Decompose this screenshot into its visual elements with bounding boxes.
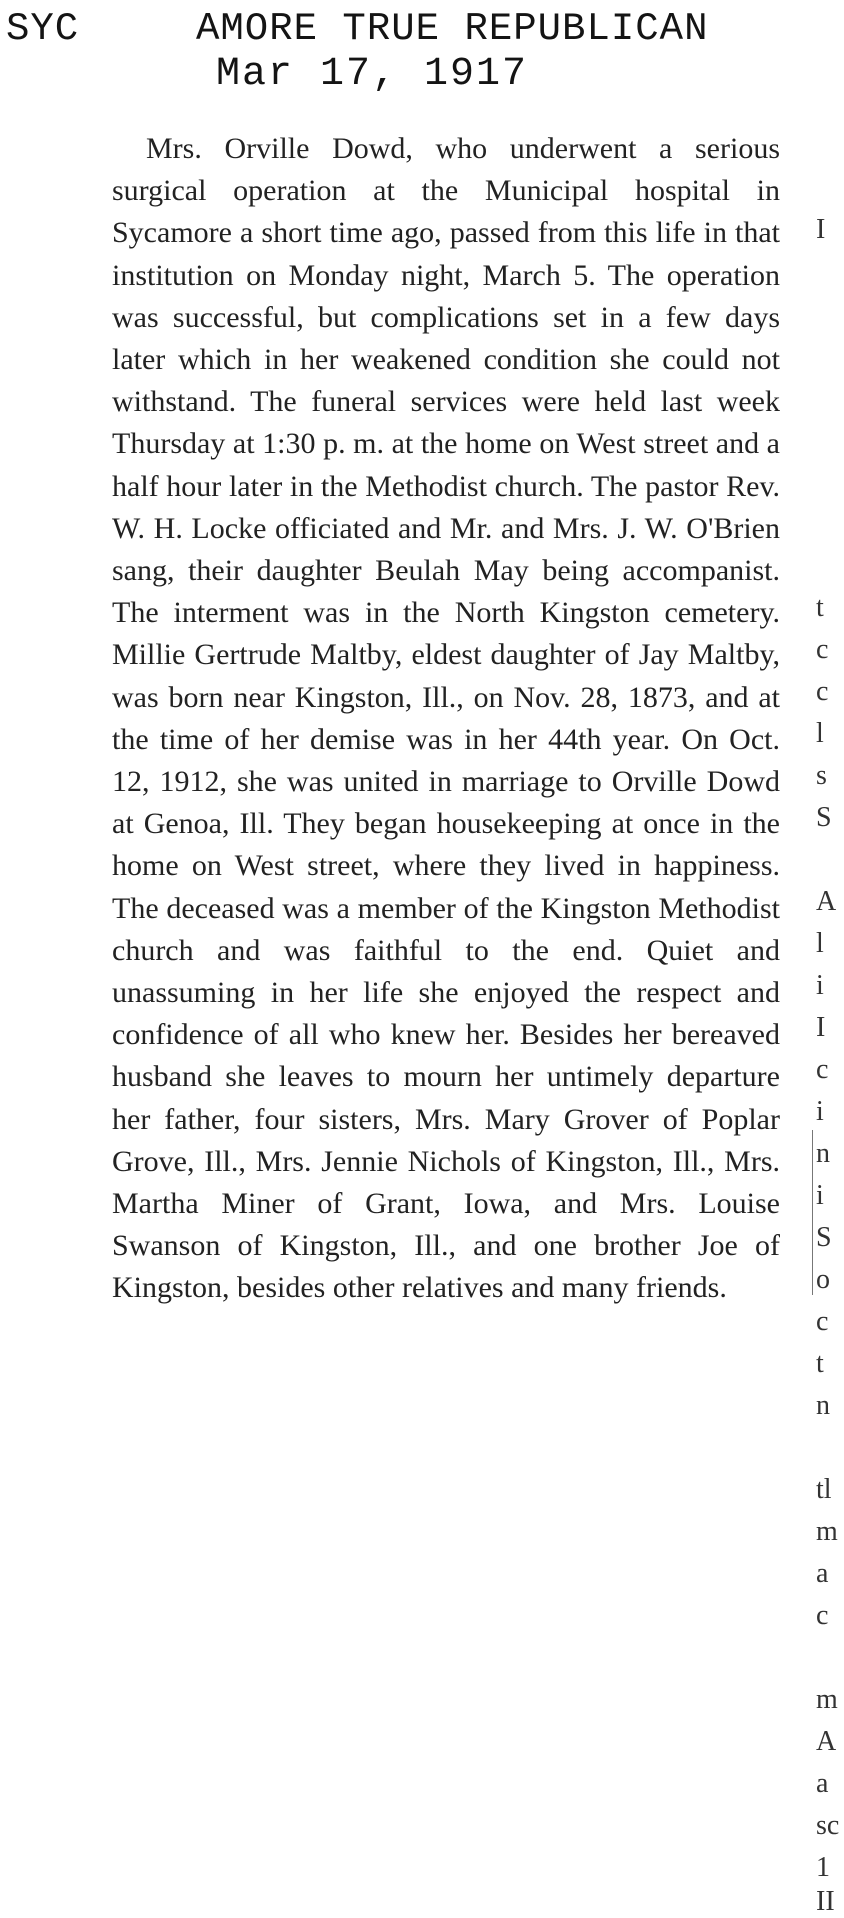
edge-fragment: A bbox=[816, 1726, 837, 1757]
edge-fragment: c bbox=[816, 1054, 829, 1085]
edge-fragment: o bbox=[816, 1264, 830, 1295]
edge-fragment: A bbox=[816, 886, 837, 917]
page-header bbox=[0, 0, 844, 110]
edge-fragment: l bbox=[816, 718, 824, 749]
edge-fragment: l bbox=[816, 928, 824, 959]
edge-fragment: I bbox=[816, 1012, 826, 1043]
edge-fragment: s bbox=[816, 760, 827, 791]
edge-fragment: S bbox=[816, 802, 832, 833]
edge-fragment: t bbox=[816, 1348, 824, 1379]
edge-fragment: S bbox=[816, 1222, 832, 1253]
obituary-article bbox=[112, 128, 780, 1310]
publication-date: Mar 17, 1917 bbox=[215, 52, 529, 97]
edge-fragment: a bbox=[816, 1768, 829, 1799]
newspaper-name: AMORE TRUE REPUBLICAN bbox=[196, 7, 709, 51]
edge-fragment: II bbox=[816, 1886, 835, 1917]
header-prefix: SYC bbox=[6, 7, 80, 51]
edge-fragment: t bbox=[816, 592, 824, 623]
edge-fragment: m bbox=[816, 1516, 838, 1547]
edge-fragment: n bbox=[816, 1390, 830, 1421]
edge-fragment: sc bbox=[816, 1810, 840, 1841]
edge-fragment: a bbox=[816, 1558, 829, 1589]
edge-fragment: c bbox=[816, 634, 829, 665]
edge-fragment: i bbox=[816, 970, 824, 1001]
edge-fragment: 1 bbox=[816, 1852, 830, 1883]
edge-fragment: i bbox=[816, 1096, 824, 1127]
edge-fragment: c bbox=[816, 676, 829, 707]
edge-fragment: c bbox=[816, 1600, 829, 1631]
edge-fragment: c bbox=[816, 1306, 829, 1337]
edge-fragment: I bbox=[816, 214, 826, 245]
edge-fragment: m bbox=[816, 1684, 838, 1715]
edge-fragment: i bbox=[816, 1180, 824, 1211]
adjacent-column-fragments bbox=[812, 0, 844, 1917]
edge-fragment: n bbox=[816, 1138, 830, 1169]
edge-fragment: tl bbox=[816, 1474, 832, 1505]
article-body: Mrs. Orville Dowd, who underwent a serious surgical operation at the Municipal hospital in Sycamore a short time ago, passed from this life in that institution on Monday night, March 5. The operation was successful, but complications set in a few days later which in her weakened condition she could not withstand. The funeral services were held last week Thursday at 1:30 p. m. at the home on West street and a half hour later in the Methodist church. The pastor Rev. W. H. Locke officiated and Mr. and Mrs. J. W. O'Brien sang, their daughter Beulah May being accompanist. The interment was in the North Kingston cemetery. Millie Gertrude Maltby, eldest daughter of Jay Maltby, was born near Kingston, Ill., on Nov. 28, 1873, and at the time of her demise was in her 44th year. On Oct. 12, 1912, she was united in marriage to Orville Dowd at Genoa, Ill. They began housekeeping at once in the home on West street, where they lived in happiness. The deceased was a member of the Kingston Methodist church and was faithful to the end. Quiet and unassuming in her life she enjoyed the respect and confidence of all who knew her. Besides her bereaved husband she leaves to mourn her untimely departure her father, four sisters, Mrs. Mary Grover of Poplar Grove, Ill., Mrs. Jennie Nichols of Kingston, Ill., Mrs. Martha Miner of Grant, Iowa, and Mrs. Louise Swanson of Kingston, Ill., and one brother Joe of Kingston, besides other relatives and many friends. bbox=[112, 132, 780, 1305]
